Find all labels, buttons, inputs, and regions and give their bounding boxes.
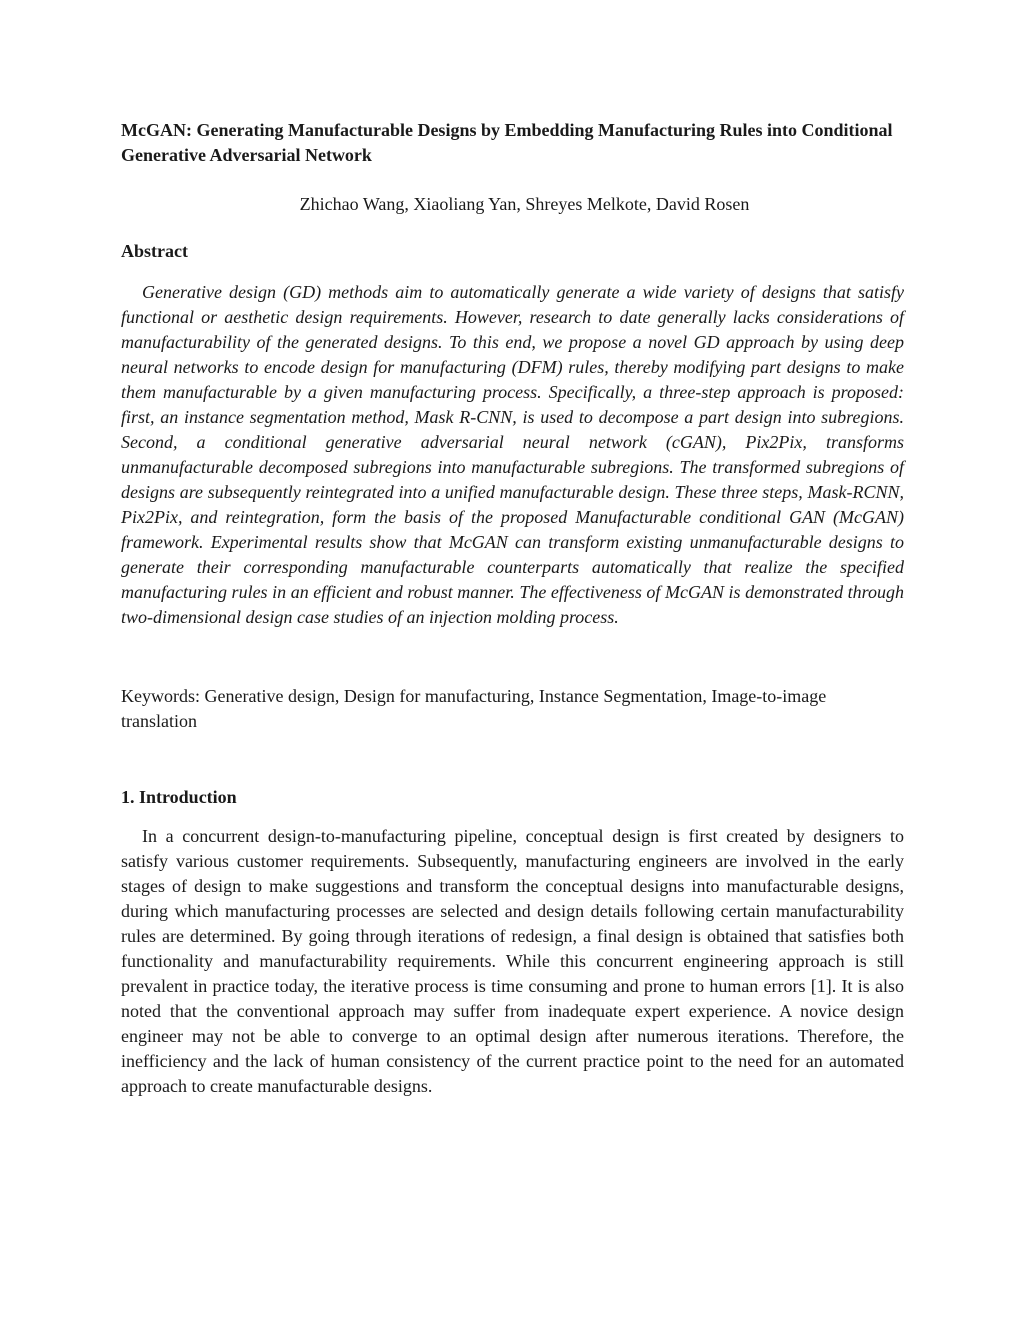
paper-page [121,118,904,1099]
author-list: Zhichao Wang, Xiaoliang Yan, Shreyes Melkote, David Rosen [299,194,750,214]
introduction-text: In a concurrent design-to-manufacturing pipeline, conceptual design is first created by designers to satisfy various customer requirements. Subsequently, manufacturing engineers are involved in the early stages of design to make suggestions and transform the conceptual designs into manufacturable designs, during which manufacturing processes are selected and design details following certain manufacturability rules are determined. By going through iterations of redesign, a final design is obtained that satisfies both functionality and manufacturability requirements. While this concurrent engineering approach is still prevalent in practice today, the iterative process is time consuming and prone to human errors [1]. It is also noted that the conventional approach may suffer from inadequate expert experience. A novice design engineer may not be able to converge to an optimal design after numerous iterations. Therefore, the inefficiency and the lack of human consistency of the current practice point to the need for an automated approach to create manufacturable designs. [121,826,904,1096]
paper-title: McGAN: Generating Manufacturable Designs by Embedding Manufacturing Rules into Conditional Generative Adversarial Network [121,120,893,165]
keywords: Keywords: Generative design, Design for manufacturing, Instance Segmentation, Image-to-image translation [121,686,827,731]
section-heading-introduction: 1. Introduction [121,787,237,807]
abstract-heading: Abstract [121,241,188,261]
abstract-text: Generative design (GD) methods aim to automatically generate a wide variety of designs that satisfy functional or aesthetic design requirements. However, research to date generally lacks considerations of manufacturability of the generated designs. To this end, we propose a novel GD approach by using deep neural networks to encode design for manufacturing (DFM) rules, thereby modifying part designs to make them manufacturable by a given manufacturing process. Specifically, a three-step approach is proposed: first, an instance segmentation method, Mask R-CNN, is used to decompose a part design into subregions. Second, a conditional generative adversarial neural network (cGAN), Pix2Pix, transforms unmanufacturable decomposed subregions into manufacturable subregions. The transformed subregions of designs are subsequently reintegrated into a unified manufacturable design. These three steps, Mask-RCNN, Pix2Pix, and reintegration, form the basis of the proposed Manufacturable conditional GAN (McGAN) framework. Experimental results show that McGAN can transform existing unmanufacturable designs to generate their corresponding manufacturable counterparts automatically that realize the specified manufacturing rules in an efficient and robust manner. The effectiveness of McGAN is demonstrated through two-dimensional design case studies of an injection molding process. [121,282,904,627]
